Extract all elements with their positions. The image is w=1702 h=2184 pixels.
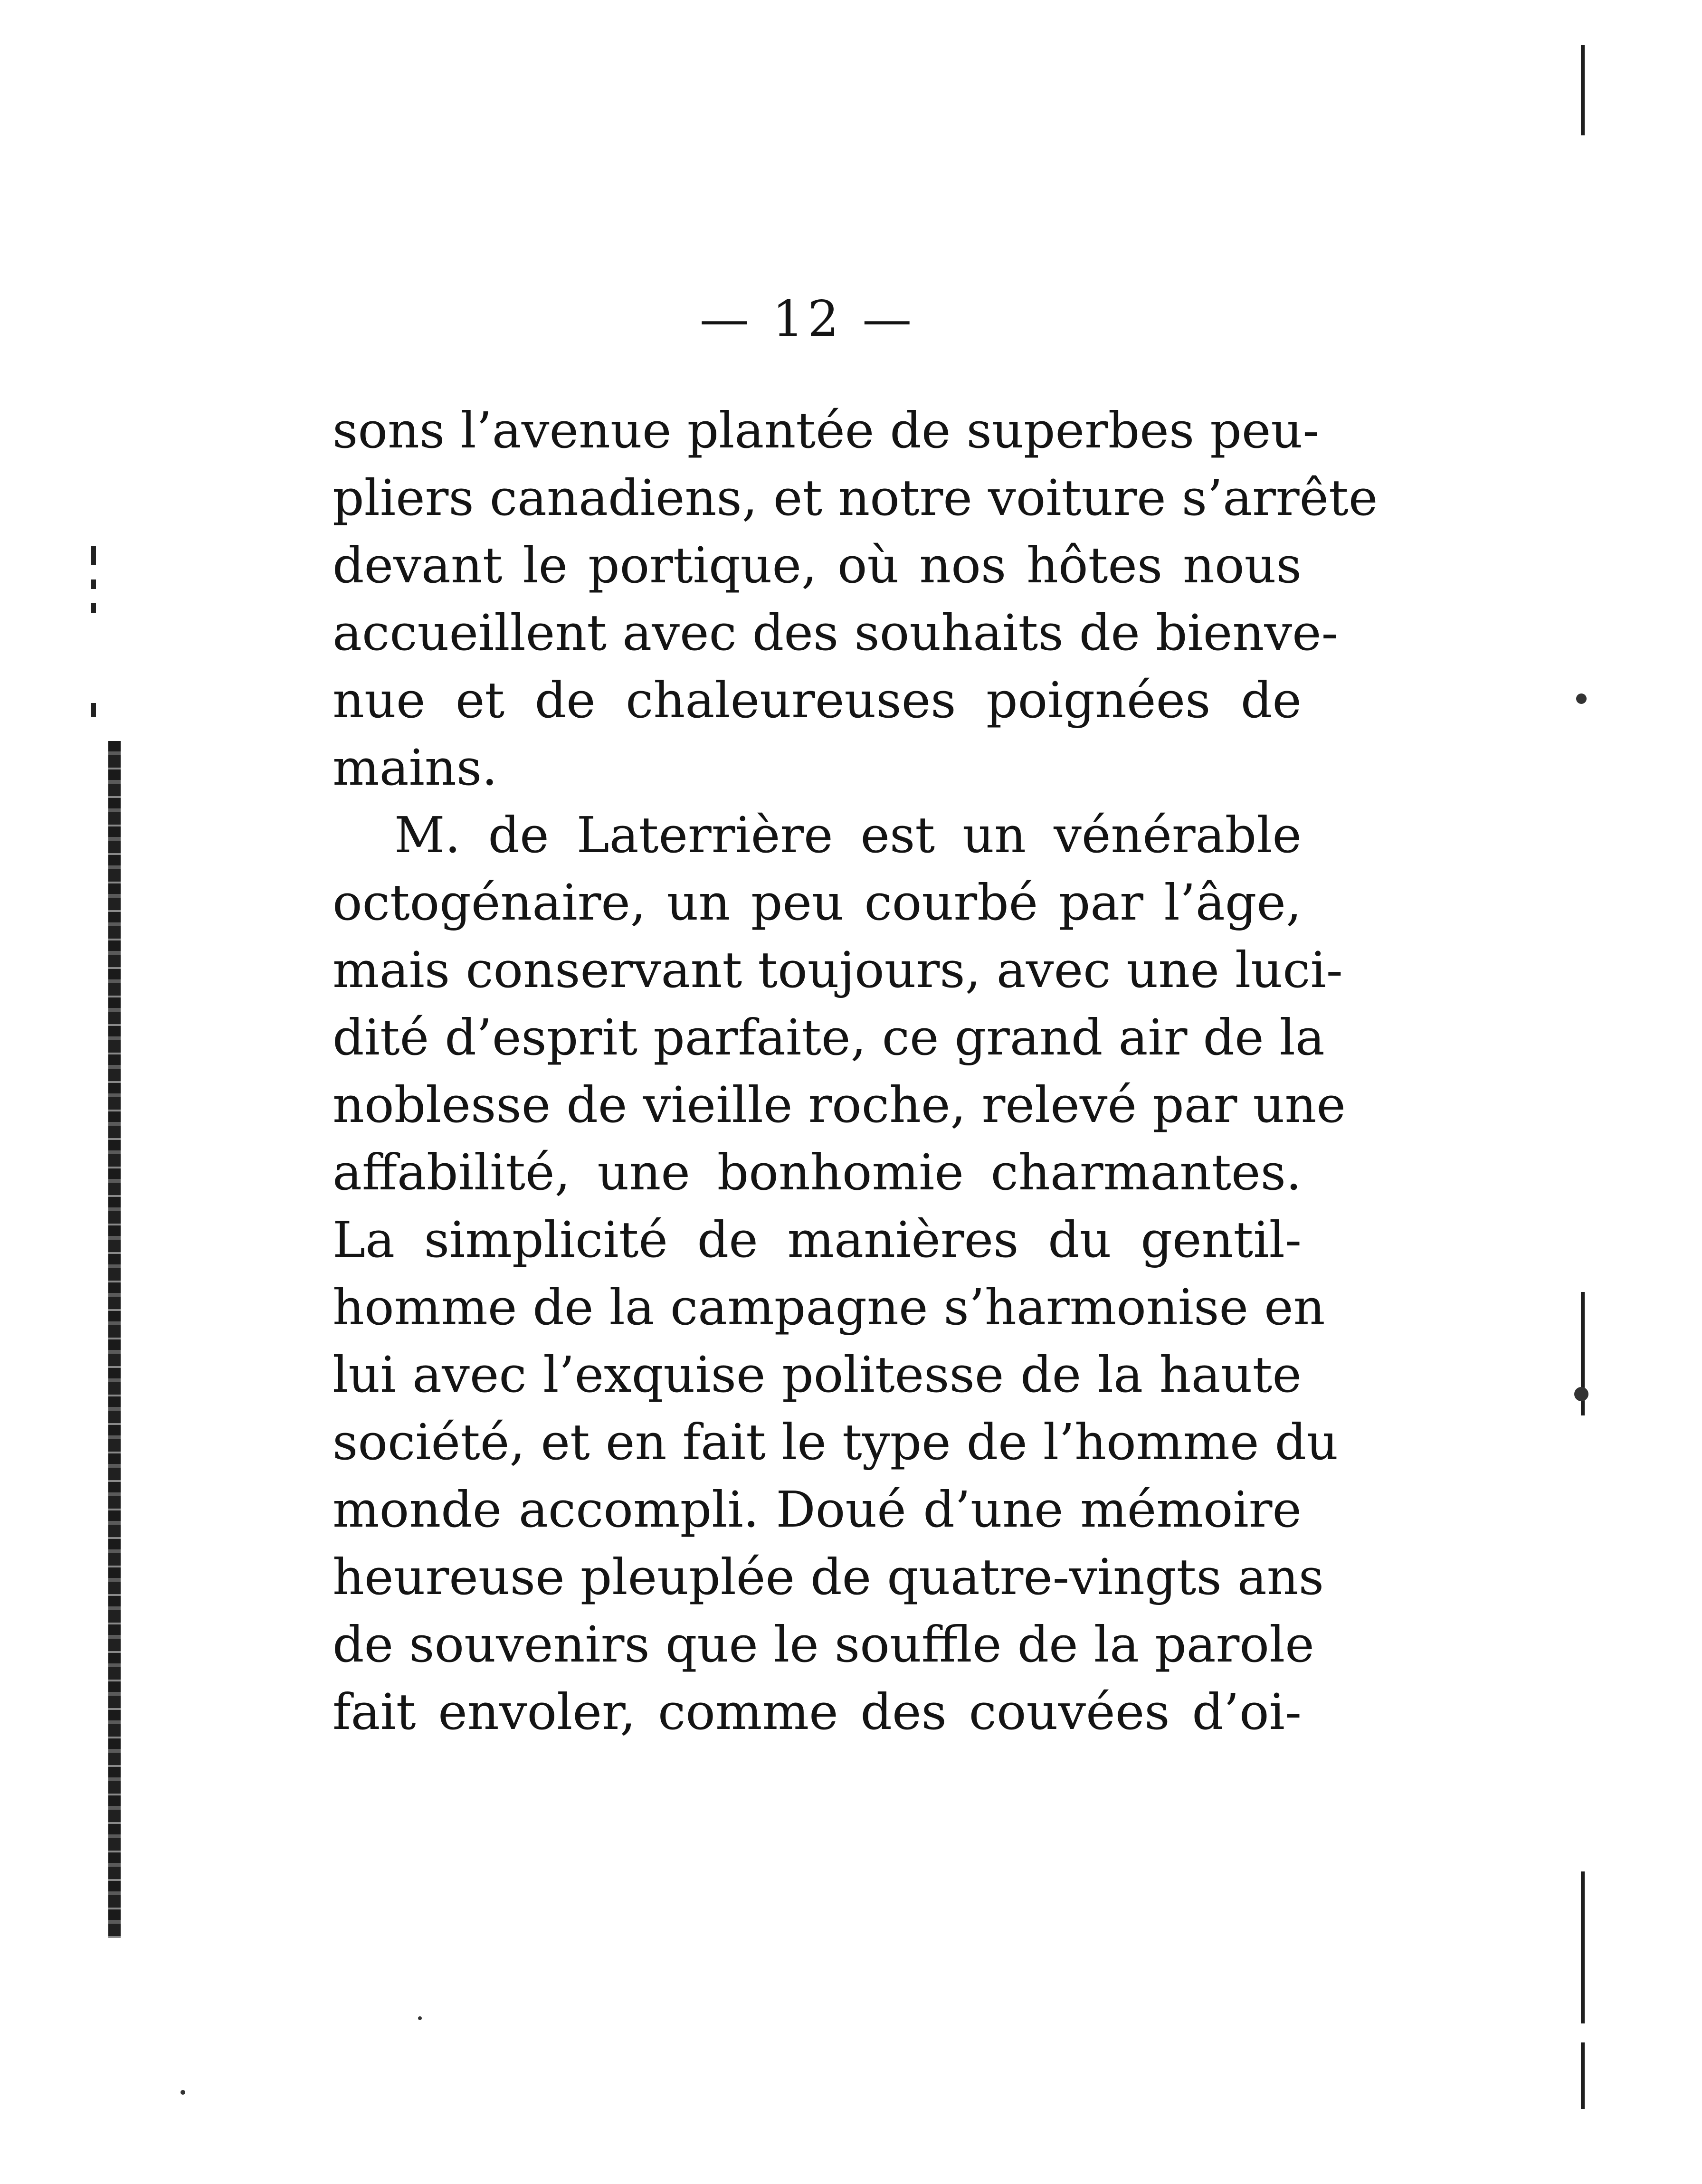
text-line: La simplicité de manières du gentil- [333, 1211, 1302, 1269]
ink-speck [1576, 693, 1587, 704]
text-line: pliers canadiens, et notre voiture s’arrête [333, 469, 1378, 527]
text-line: fait envoler, comme des couvées d’oi- [333, 1683, 1302, 1741]
text-line: noblesse de vieille roche, relevé par une [333, 1076, 1346, 1134]
text-line: dité d’esprit parfaite, ce grand air de la [333, 1008, 1325, 1066]
page-edge-low [1581, 1871, 1585, 2023]
text-line: accueillent avec des souhaits de bienve- [333, 604, 1338, 662]
text-line: devant le portique, où nos hôtes nous [333, 536, 1302, 594]
page-edge-top [1581, 45, 1585, 135]
body-text [333, 397, 1378, 1746]
text-line: mains. [333, 739, 498, 797]
ink-speck [1574, 1387, 1588, 1401]
text-line: nue et de chaleureuses poignées de [333, 671, 1302, 729]
text-line: sons l’avenue plantée de superbes peu- [333, 401, 1320, 459]
text-line: affabilité, une bonhomie charmantes. [333, 1143, 1302, 1201]
text-line: de souvenirs que le souffle de la parole [333, 1615, 1314, 1673]
text-line: mais conservant toujours, avec une luci- [333, 941, 1343, 999]
text-line: octogénaire, un peu courbé par l’âge, [333, 874, 1302, 931]
text-line: homme de la campagne s’harmonise en [333, 1278, 1325, 1336]
ink-speck [418, 2016, 422, 2020]
ink-speck [181, 2090, 185, 2095]
binding-edge [108, 741, 121, 1938]
text-line: société, et en fait le type de l’homme du [333, 1413, 1339, 1471]
text-line: M. de Laterrière est un vénérable [394, 806, 1302, 864]
page-number: — 12 — [699, 290, 916, 348]
text-line: monde accompli. Doué d’une mémoire [333, 1481, 1302, 1538]
text-line: lui avec l’exquise politesse de la haute [333, 1346, 1302, 1404]
page-edge-bottom [1581, 2042, 1585, 2109]
binding-marks [85, 546, 104, 727]
text-line: heureuse pleuplée de quatre-vingts ans [333, 1548, 1324, 1606]
